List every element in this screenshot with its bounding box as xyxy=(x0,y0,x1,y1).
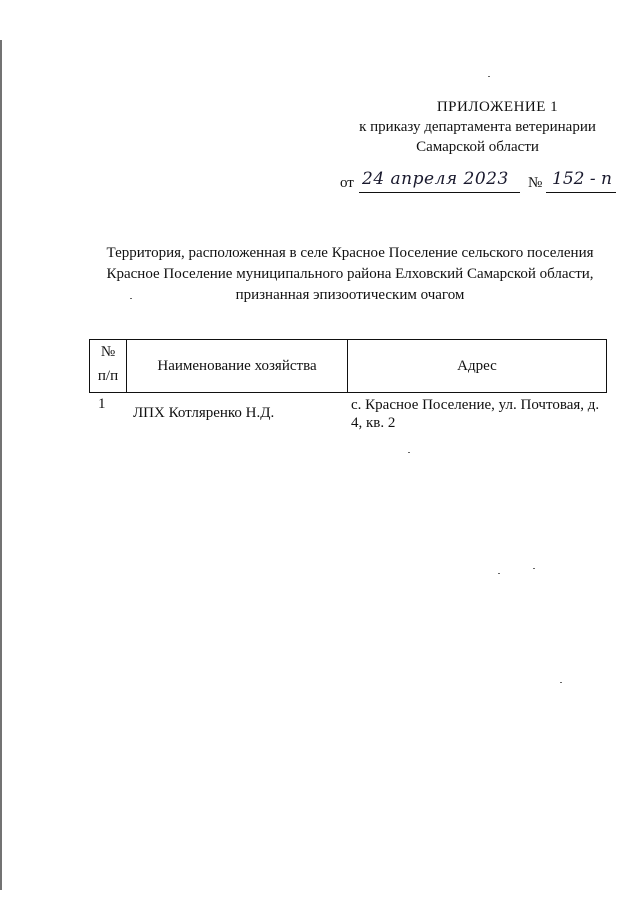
scan-speck xyxy=(130,298,132,299)
document-heading xyxy=(60,243,640,306)
scan-edge xyxy=(0,40,2,890)
appendix-block xyxy=(340,97,615,157)
row-number: 1 xyxy=(98,396,106,412)
header-address: Адрес xyxy=(457,358,497,374)
heading-line-2: Красное Поселение муниципального района Елховский Самарской области, xyxy=(106,266,594,282)
scan-speck xyxy=(488,76,490,77)
farms-table xyxy=(89,339,607,433)
order-date-field xyxy=(359,170,520,193)
order-reference xyxy=(340,170,620,196)
table-row xyxy=(89,393,607,433)
row-address: с. Красное Поселение, ул. Почтовая, д. 4, кв. 2 xyxy=(351,397,600,431)
appendix-line-1: к приказу департамента ветеринарии xyxy=(359,119,596,135)
order-number-label: № xyxy=(528,175,543,191)
scan-speck xyxy=(533,568,535,569)
order-date-handwritten: 24 апреля 2023 xyxy=(362,169,509,189)
appendix-title: ПРИЛОЖЕНИЕ 1 xyxy=(436,99,559,115)
heading-line-3: признанная эпизоотическим очагом xyxy=(235,287,465,303)
row-farm-name: ЛПХ Котляренко Н.Д. xyxy=(133,405,275,421)
header-farm-name: Наименование хозяйства xyxy=(127,340,348,392)
header-number xyxy=(90,340,127,392)
order-number-field xyxy=(546,170,616,193)
header-number-line-2: п/п xyxy=(97,368,119,384)
table-header xyxy=(89,339,607,393)
scan-speck xyxy=(408,452,410,453)
scan-speck xyxy=(498,573,500,574)
heading-line-1: Территория, расположенная в селе Красное Поселение сельского поселения xyxy=(106,245,594,261)
order-number-handwritten: 152 - п xyxy=(552,169,612,189)
header-number-line-1: № xyxy=(100,344,116,360)
scan-speck xyxy=(560,682,562,683)
order-from-label: от xyxy=(340,175,354,191)
appendix-line-2: Самарской области xyxy=(416,139,539,155)
